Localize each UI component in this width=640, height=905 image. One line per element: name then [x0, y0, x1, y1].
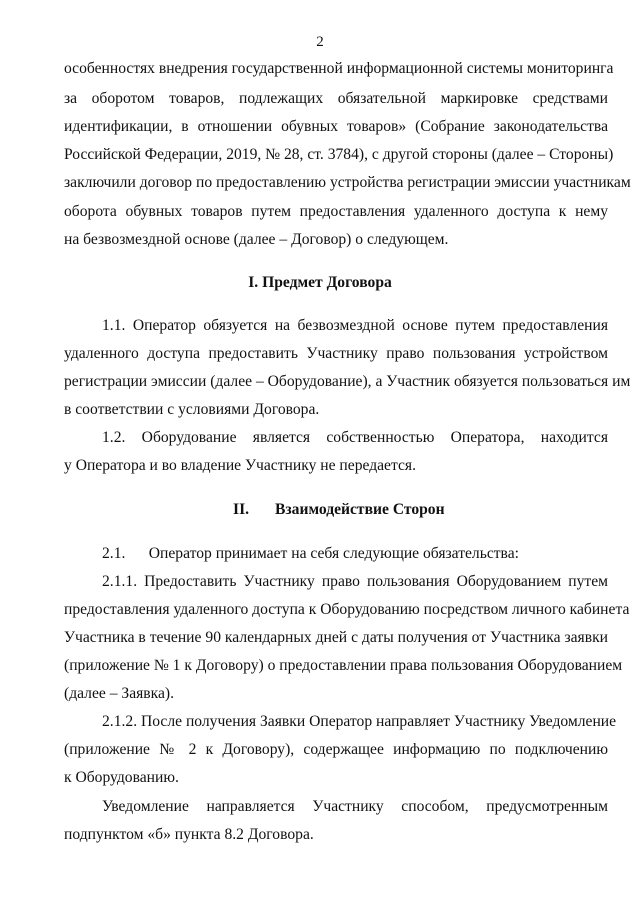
text-line: регистрации эмиссии (далее – Оборудование), а Участник обязуется пользоваться им [64, 373, 631, 390]
text-line: оборота обувных товаров путем предоставления удаленного доступа к нему [64, 203, 608, 220]
text-line: идентификации, в отношении обувных товаров» (Собрание законодательства [64, 118, 608, 135]
text-line: за оборотом товаров, подлежащих обязательной маркировке средствами [64, 90, 608, 107]
text-line: 2.1.1. Предоставить Участнику право пользования Оборудованием путем [102, 573, 608, 590]
text-line: заключили договор по предоставлению устройства регистрации эмиссии участникам [64, 174, 631, 191]
text-line: 2.1.2. После получения Заявки Оператор направляет Участнику Уведомление [102, 713, 617, 730]
text-line: в соответствии с условиями Договора. [64, 401, 320, 418]
text-line: (приложение № 2 к Договору), содержащее информацию по подключению [64, 741, 608, 758]
text-line: (далее – Заявка). [64, 685, 175, 702]
section-heading: I. Предмет Договора [248, 274, 392, 291]
text-line: к Оборудованию. [64, 769, 179, 786]
text-line: 2.1. Оператор принимает на себя следующие обязательства: [102, 545, 519, 562]
text-line: удаленного доступа предоставить Участнику право пользования устройством [64, 345, 608, 362]
text-line: (приложение № 1 к Договору) о предоставлении права пользования Оборудованием [64, 657, 623, 674]
text-line: особенностях внедрения государственной информационной системы мониторинга [64, 60, 614, 77]
page-number: 2 [316, 34, 324, 50]
text-line: Участника в течение 90 календарных дней с даты получения от Участника заявки [64, 629, 608, 646]
text-line: у Оператора и во владение Участнику не передается. [64, 457, 416, 474]
section-heading: Взаимодействие Сторон [275, 501, 445, 518]
text-line: 1.2. Оборудование является собственностью Оператора, находится [102, 429, 608, 446]
text-line: 1.1. Оператор обязуется на безвозмездной основе путем предоставления [102, 317, 608, 334]
text-line: подпунктом «б» пункта 8.2 Договора. [64, 826, 314, 843]
section-number: II. [233, 501, 250, 518]
text-line: Уведомление направляется Участнику способом, предусмотренным [102, 798, 608, 815]
text-line: Российской Федерации, 2019, № 28, ст. 3784), с другой стороны (далее – Стороны) [64, 146, 614, 163]
text-line: на безвозмездной основе (далее – Договор) о следующем. [64, 231, 449, 248]
text-line: предоставления удаленного доступа к Оборудованию посредством личного кабинета [64, 601, 630, 618]
